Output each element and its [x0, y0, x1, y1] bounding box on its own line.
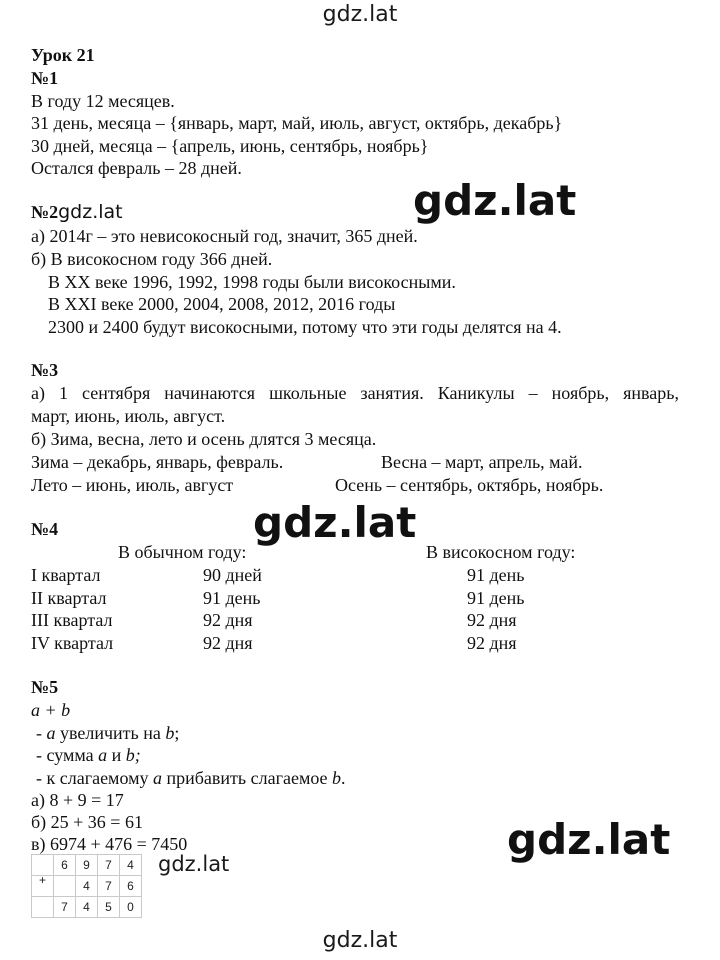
quarter-label: IV квартал — [31, 633, 114, 653]
grid-cell: 6 — [120, 876, 142, 897]
grid-cell: 7 — [98, 876, 120, 897]
task-5-example: б) 25 + 36 = 61 — [31, 812, 143, 832]
task-2-number: №2 — [31, 202, 59, 222]
quarter-leap-days: 91 день — [467, 565, 525, 585]
task-5-definition: - к слагаемому a прибавить слагаемое b. — [36, 768, 346, 788]
lesson-title: Урок 21 — [31, 45, 95, 65]
task-2-line: В XX веке 1996, 1992, 1998 годы были високосными. — [48, 272, 456, 292]
task-2-line: В XXI веке 2000, 2004, 2008, 2012, 2016 годы — [48, 294, 396, 314]
task-3-number: №3 — [31, 360, 59, 380]
column-addition-grid — [31, 854, 142, 918]
plus-sign: + — [32, 876, 54, 897]
quarter-normal-days: 92 дня — [203, 610, 253, 630]
quarter-leap-days: 92 дня — [467, 633, 517, 653]
quarter-leap-days: 92 дня — [467, 610, 517, 630]
watermark-small: gdz.lat — [158, 852, 230, 876]
watermark-bottom: gdz.lat — [322, 928, 398, 953]
task-1-line: 30 дней, месяца – {апрель, июнь, сентябрь, ноябрь} — [31, 136, 429, 156]
quarter-leap-days: 91 день — [467, 588, 525, 608]
quarter-table-header-leap: В високосном году: — [426, 542, 576, 562]
task-3-spring: Весна – март, апрель, май. — [381, 452, 583, 472]
watermark-top: gdz.lat — [322, 2, 398, 27]
quarter-table-header-normal: В обычном году: — [118, 542, 247, 562]
quarter-label: I квартал — [31, 565, 101, 585]
quarter-label: III квартал — [31, 610, 113, 630]
task-3-winter: Зима – декабрь, январь, февраль. — [31, 452, 284, 472]
grid-cell: 9 — [76, 855, 98, 876]
grid-cell: 4 — [76, 897, 98, 918]
quarter-label: II квартал — [31, 588, 107, 608]
task-5-example: в) 6974 + 476 = 7450 — [31, 834, 188, 854]
watermark-inline: gdz.lat — [58, 201, 123, 223]
task-1-line: Остался февраль – 28 дней. — [31, 158, 242, 178]
task-1-number: №1 — [31, 68, 59, 88]
task-1-line: В году 12 месяцев. — [31, 91, 175, 111]
grid-cell: 4 — [120, 855, 142, 876]
task-5-definition: - сумма a и b; — [36, 745, 141, 765]
watermark-large: gdz.lat — [253, 498, 417, 547]
task-2-line: 2300 и 2400 будут високосными, потому что эти годы делятся на 4. — [48, 317, 562, 337]
task-5-number: №5 — [31, 677, 59, 697]
quarter-normal-days: 90 дней — [203, 565, 262, 585]
grid-cell — [32, 897, 54, 918]
task-2-line: а) 2014г – это невисокосный год, значит, 365 дней. — [31, 226, 418, 246]
task-3-autumn: Осень – сентябрь, октябрь, ноябрь. — [335, 475, 604, 495]
watermark-large: gdz.lat — [413, 176, 577, 225]
grid-cell: 5 — [98, 897, 120, 918]
task-2-line: б) В високосном году 366 дней. — [31, 249, 273, 269]
watermark-large: gdz.lat — [507, 815, 671, 864]
grid-cell: 7 — [54, 897, 76, 918]
grid-cell — [54, 876, 76, 897]
grid-cell: 4 — [76, 876, 98, 897]
grid-cell: 0 — [120, 897, 142, 918]
task-3-summer: Лето – июнь, июль, август — [31, 475, 234, 495]
task-3-line: март, июнь, июль, август. — [31, 406, 226, 426]
task-2-heading — [31, 201, 123, 223]
grid-cell: 7 — [98, 855, 120, 876]
grid-cell: 6 — [54, 855, 76, 876]
quarter-normal-days: 92 дня — [203, 633, 253, 653]
quarter-normal-days: 91 день — [203, 588, 261, 608]
task-1-line: 31 день, месяца – {январь, март, май, июль, август, октябрь, декабрь} — [31, 113, 563, 133]
task-3-line: а) 1 сентября начинаются школьные занятия. Каникулы – ноябрь, январь, — [31, 383, 679, 403]
task-3-line: б) Зима, весна, лето и осень длятся 3 месяца. — [31, 429, 377, 449]
task-5-example: а) 8 + 9 = 17 — [31, 790, 124, 810]
task-4-number: №4 — [31, 519, 59, 539]
task-5-definition: - a увеличить на b; — [36, 723, 180, 743]
task-5-expression: a + b — [31, 700, 71, 720]
